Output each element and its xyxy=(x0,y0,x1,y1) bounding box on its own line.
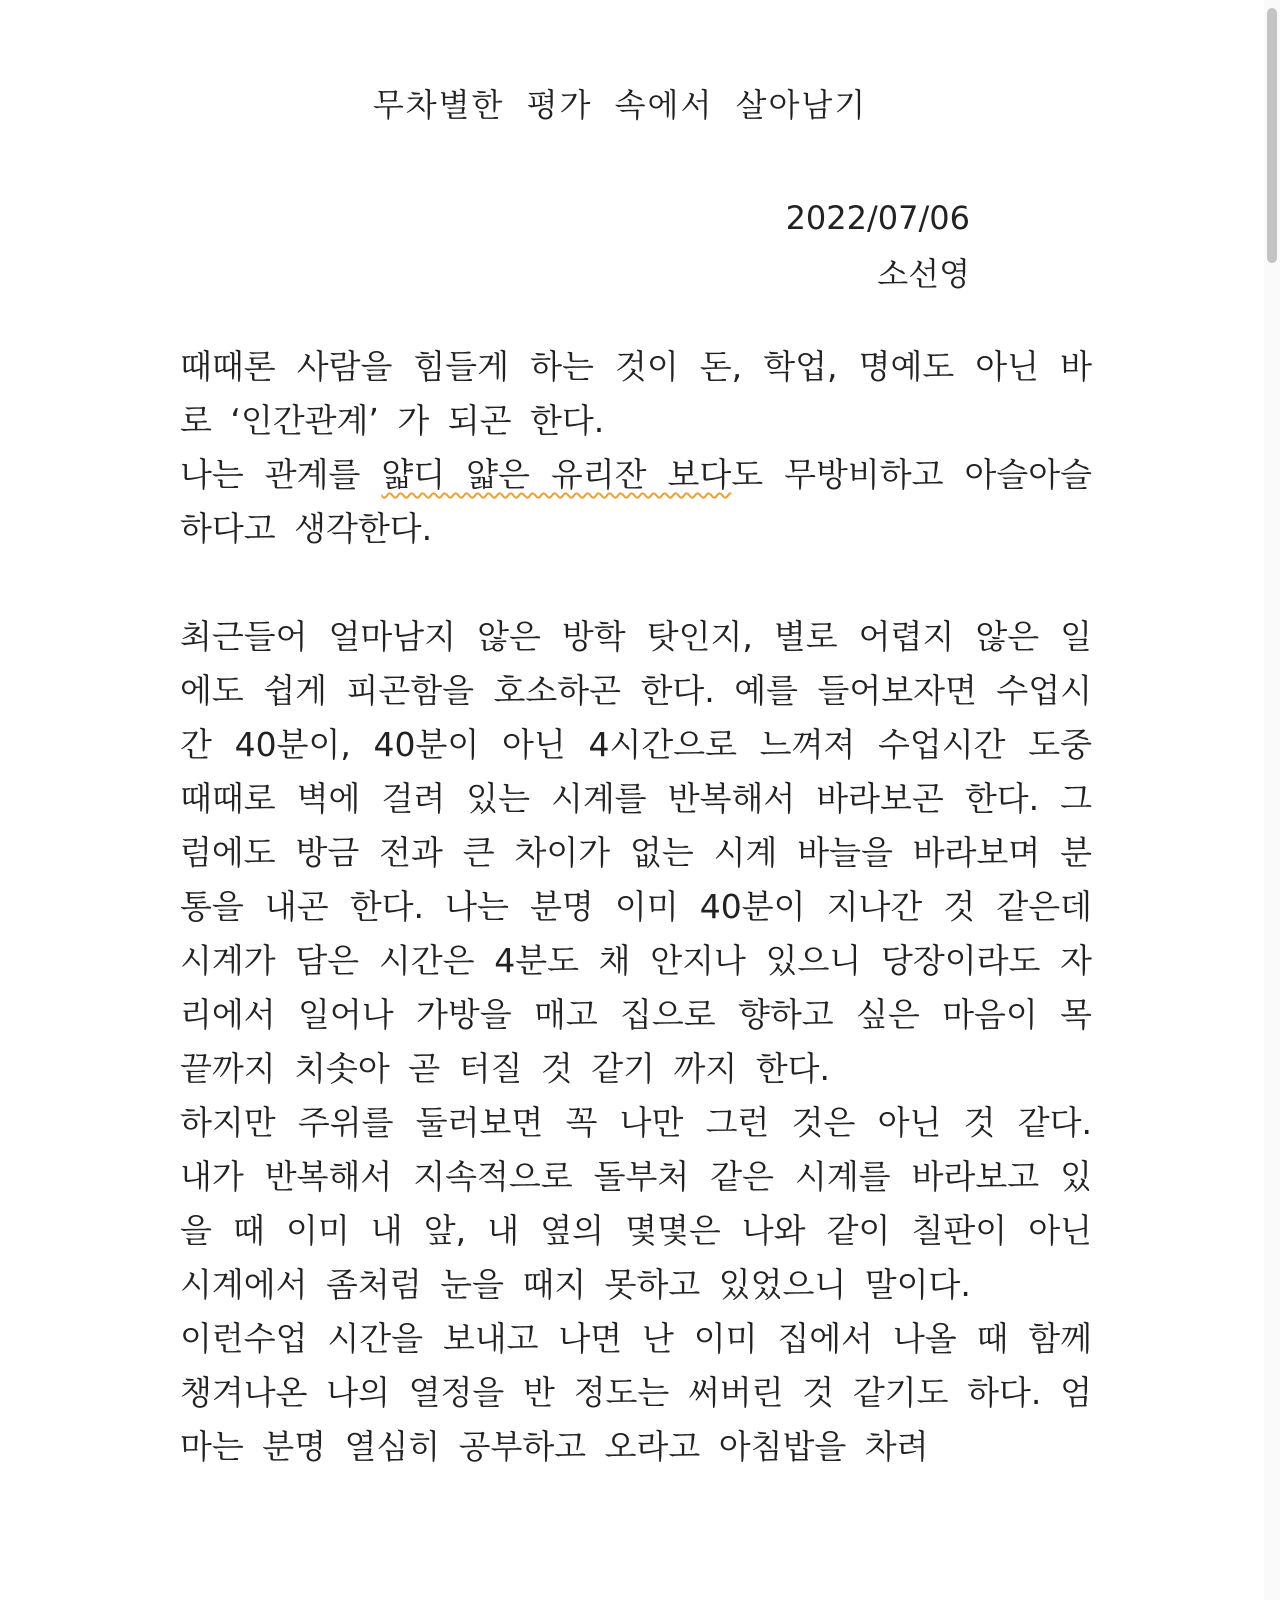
text-segment: 나는 관계를 xyxy=(180,455,382,494)
vertical-scrollbar[interactable] xyxy=(1264,0,1280,1600)
document-date: 2022/07/06 xyxy=(785,199,970,237)
document-author: 소선영 xyxy=(877,255,970,293)
paragraph-2a: 최근들어 얼마남지 않은 방학 탓인지, 별로 어렵지 않은 일에도 쉽게 피곤함을 호소하곤 한다. 예를 들어보자면 수업시간 40분이, 40분이 아닌 4시간으로 느껴져 수업시간 도중 때때로 벽에 걸려 있는 시계를 반복해서 바라보곤 한다. 그럼에도 방금 전과 큰 차이가 없는 시계 바늘을 바라보며 분통을 내곤 한다. 나는 분명 이미 40분이 지나간 것 같은데 시계가 담은 시간은 4분도 채 안지나 있으니 당장이라도 자리에서 일어나 가방을 매고 집으로 향하고 싶은 마음이 목 끝까지 치솟아 곧 터질 것 같기 까지 한다. xyxy=(180,617,1092,1088)
document-title: 무차별한 평가 속에서 살아남기 xyxy=(372,86,868,124)
paragraph-2b: 하지만 주위를 둘러보면 꼭 나만 그런 것은 아닌 것 같다. 내가 반복해서 지속적으로 돌부처 같은 시계를 바라보고 있을 때 이미 내 앞, 내 옆의 몇몇은 나와 같이 칠판이 아닌 시계에서 좀처럼 눈을 때지 못하고 있었으니 말이다. xyxy=(180,1103,1092,1304)
document-meta xyxy=(786,190,970,302)
paragraph-1-line-1: 때때론 사람을 힘들게 하는 것이 돈, 학업, 명예도 아닌 바로 ‘인간관계’ 가 되곤 한다. xyxy=(180,347,1092,440)
paragraph-gap xyxy=(180,556,1092,610)
paragraph-1-line-2 xyxy=(180,448,1092,556)
document-body[interactable] xyxy=(180,340,1092,1474)
paragraph-2c: 이런수업 시간을 보내고 나면 난 이미 집에서 나올 때 함께 챙겨나온 나의 열정을 반 정도는 써버린 것 같기도 하다. 엄마는 분명 열심히 공부하고 오라고 아침밥을 차려 xyxy=(180,1319,1092,1466)
spellcheck-flagged-text[interactable]: 얇디 얇은 유리잔 보다 xyxy=(381,455,732,494)
text-segment: 도 무방비하고 아슬아슬 하다고 생각한다. xyxy=(180,455,1093,548)
scrollbar-thumb[interactable] xyxy=(1267,8,1277,263)
